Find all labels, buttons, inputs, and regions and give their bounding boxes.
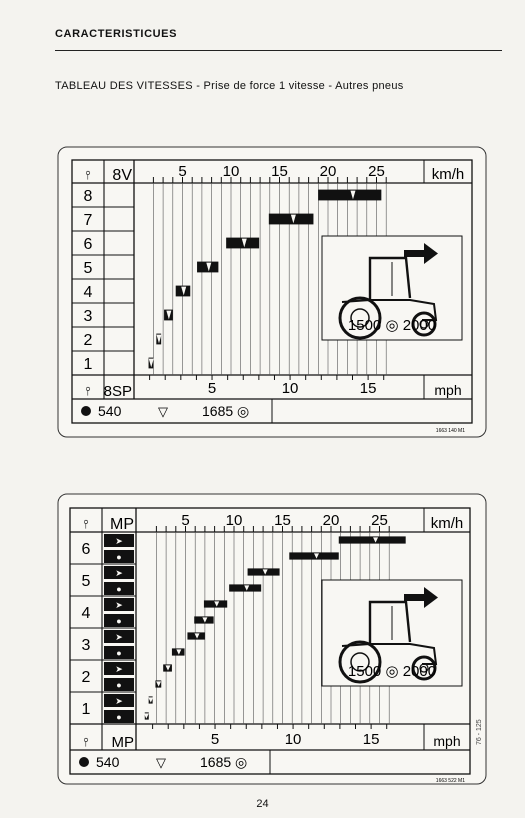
p1-pto-icon (81, 406, 91, 416)
p1-mode-label: 8V (112, 167, 132, 184)
p2-mph-unit: mph (433, 733, 461, 749)
p1-pto-speed: 540 (98, 403, 122, 419)
p1-kmh-tick-label: 5 (178, 163, 187, 180)
p1-pto-rpm: 1685 ◎ (202, 403, 250, 419)
p1-gear-label: 4 (83, 284, 93, 301)
p1-mph-tick-label: 15 (359, 380, 377, 397)
p1-mph-tick-label: 5 (207, 380, 217, 397)
p2-kmh-tick-label: 20 (322, 512, 340, 529)
p1-lever-icon: ⫯ (85, 168, 91, 182)
p2-sub-range-glyph: ➤ (115, 568, 123, 578)
p2-speed-bar (339, 536, 406, 543)
p2-gear-label: 1 (81, 701, 91, 718)
p2-sub-range-glyph: ● (116, 616, 122, 626)
p2-kmh-tick-label: 5 (181, 512, 190, 529)
p1-mph-tick-label: 10 (281, 380, 299, 397)
p2-gear-label: 3 (81, 637, 91, 654)
p2-mph-tick-label: 15 (362, 731, 380, 748)
p1-gear-label: 6 (83, 236, 93, 253)
p1-gear-label: 5 (83, 260, 93, 277)
p2-sub-range-glyph: ● (116, 648, 122, 658)
p2-sub-range-glyph: ➤ (115, 632, 123, 642)
p1-reference-code: 1663 140 M1 (435, 428, 465, 434)
p2-reference-code: 1663 522 M1 (435, 778, 465, 784)
p1-rpm-marker-symbol: ▽ (158, 404, 168, 419)
p2-gear-label: 5 (81, 573, 91, 590)
p1-gear-label: 1 (83, 356, 93, 373)
p2-pto-speed: 540 (96, 754, 120, 770)
p1-speed-bar (318, 190, 381, 201)
p2-kmh-tick-label: 10 (225, 512, 243, 529)
p2-sub-range-glyph: ➤ (115, 664, 123, 674)
p2-sub-range-glyph: ● (116, 552, 122, 562)
p1-kmh-tick-label: 20 (319, 163, 337, 180)
p2-pto-rpm: 1685 ◎ (200, 754, 248, 770)
p2-pto-icon (79, 757, 89, 767)
p1-kmh-tick-label: 10 (222, 163, 240, 180)
p2-lever-icon-bottom: ⫯ (83, 735, 89, 749)
p1-kmh-tick-label: 15 (271, 163, 288, 180)
p2-mph-tick-label: 10 (284, 731, 302, 748)
p1-gear-label: 3 (83, 308, 93, 325)
p2-gear-label: 2 (81, 669, 91, 686)
p2-sub-range-glyph: ● (116, 680, 122, 690)
p2-sub-range-glyph: ● (116, 712, 122, 722)
p2-sub-range-glyph: ● (116, 584, 122, 594)
p2-arrow-shaft (404, 594, 426, 601)
p2-sub-range-glyph: ➤ (115, 600, 123, 610)
p2-engine-rpm-label: 1500 ◎ 2000 (347, 663, 437, 680)
p2-mph-tick-label: 5 (210, 731, 220, 748)
p2-speed-bar (289, 552, 338, 559)
p2-rpm-marker-symbol: ▽ (156, 755, 166, 770)
page-number: 24 (256, 798, 269, 810)
p1-kmh-unit: km/h (431, 166, 465, 183)
p2-gear-label: 4 (81, 605, 91, 622)
p2-sub-range-glyph: ➤ (115, 536, 123, 546)
p1-kmh-tick-label: 25 (368, 163, 385, 180)
p1-gear-label: 7 (83, 212, 93, 229)
p2-kmh-tick-label: 15 (274, 512, 291, 529)
p1-gear-label: 2 (83, 332, 93, 349)
table-title-sub: - Prise de force 1 vitesse - Autres pneus (196, 80, 404, 92)
p1-mph-unit: mph (434, 382, 462, 398)
section-title: CARACTERISTICUES (55, 28, 178, 40)
margin-code: 76 - 125 (476, 719, 483, 745)
p2-mode-label-bottom: MP (111, 734, 134, 751)
p2-mode-label: MP (110, 516, 134, 533)
p2-gear-label: 6 (81, 541, 91, 558)
p2-lever-icon: ⫯ (83, 517, 89, 531)
p2-kmh-unit: km/h (430, 515, 464, 532)
p1-lever-icon-bottom: ⫯ (85, 384, 91, 398)
table-title-main: TABLEAU DES VITESSES (55, 80, 193, 92)
p2-kmh-tick-label: 25 (371, 512, 388, 529)
p1-arrow-shaft (404, 250, 426, 257)
p2-sub-range-glyph: ➤ (115, 696, 123, 706)
p1-gear-label: 8 (83, 188, 93, 205)
p1-mode-label-bottom: 8SP (103, 383, 132, 400)
p1-engine-rpm-label: 1500 ◎ 2000 (347, 317, 437, 334)
